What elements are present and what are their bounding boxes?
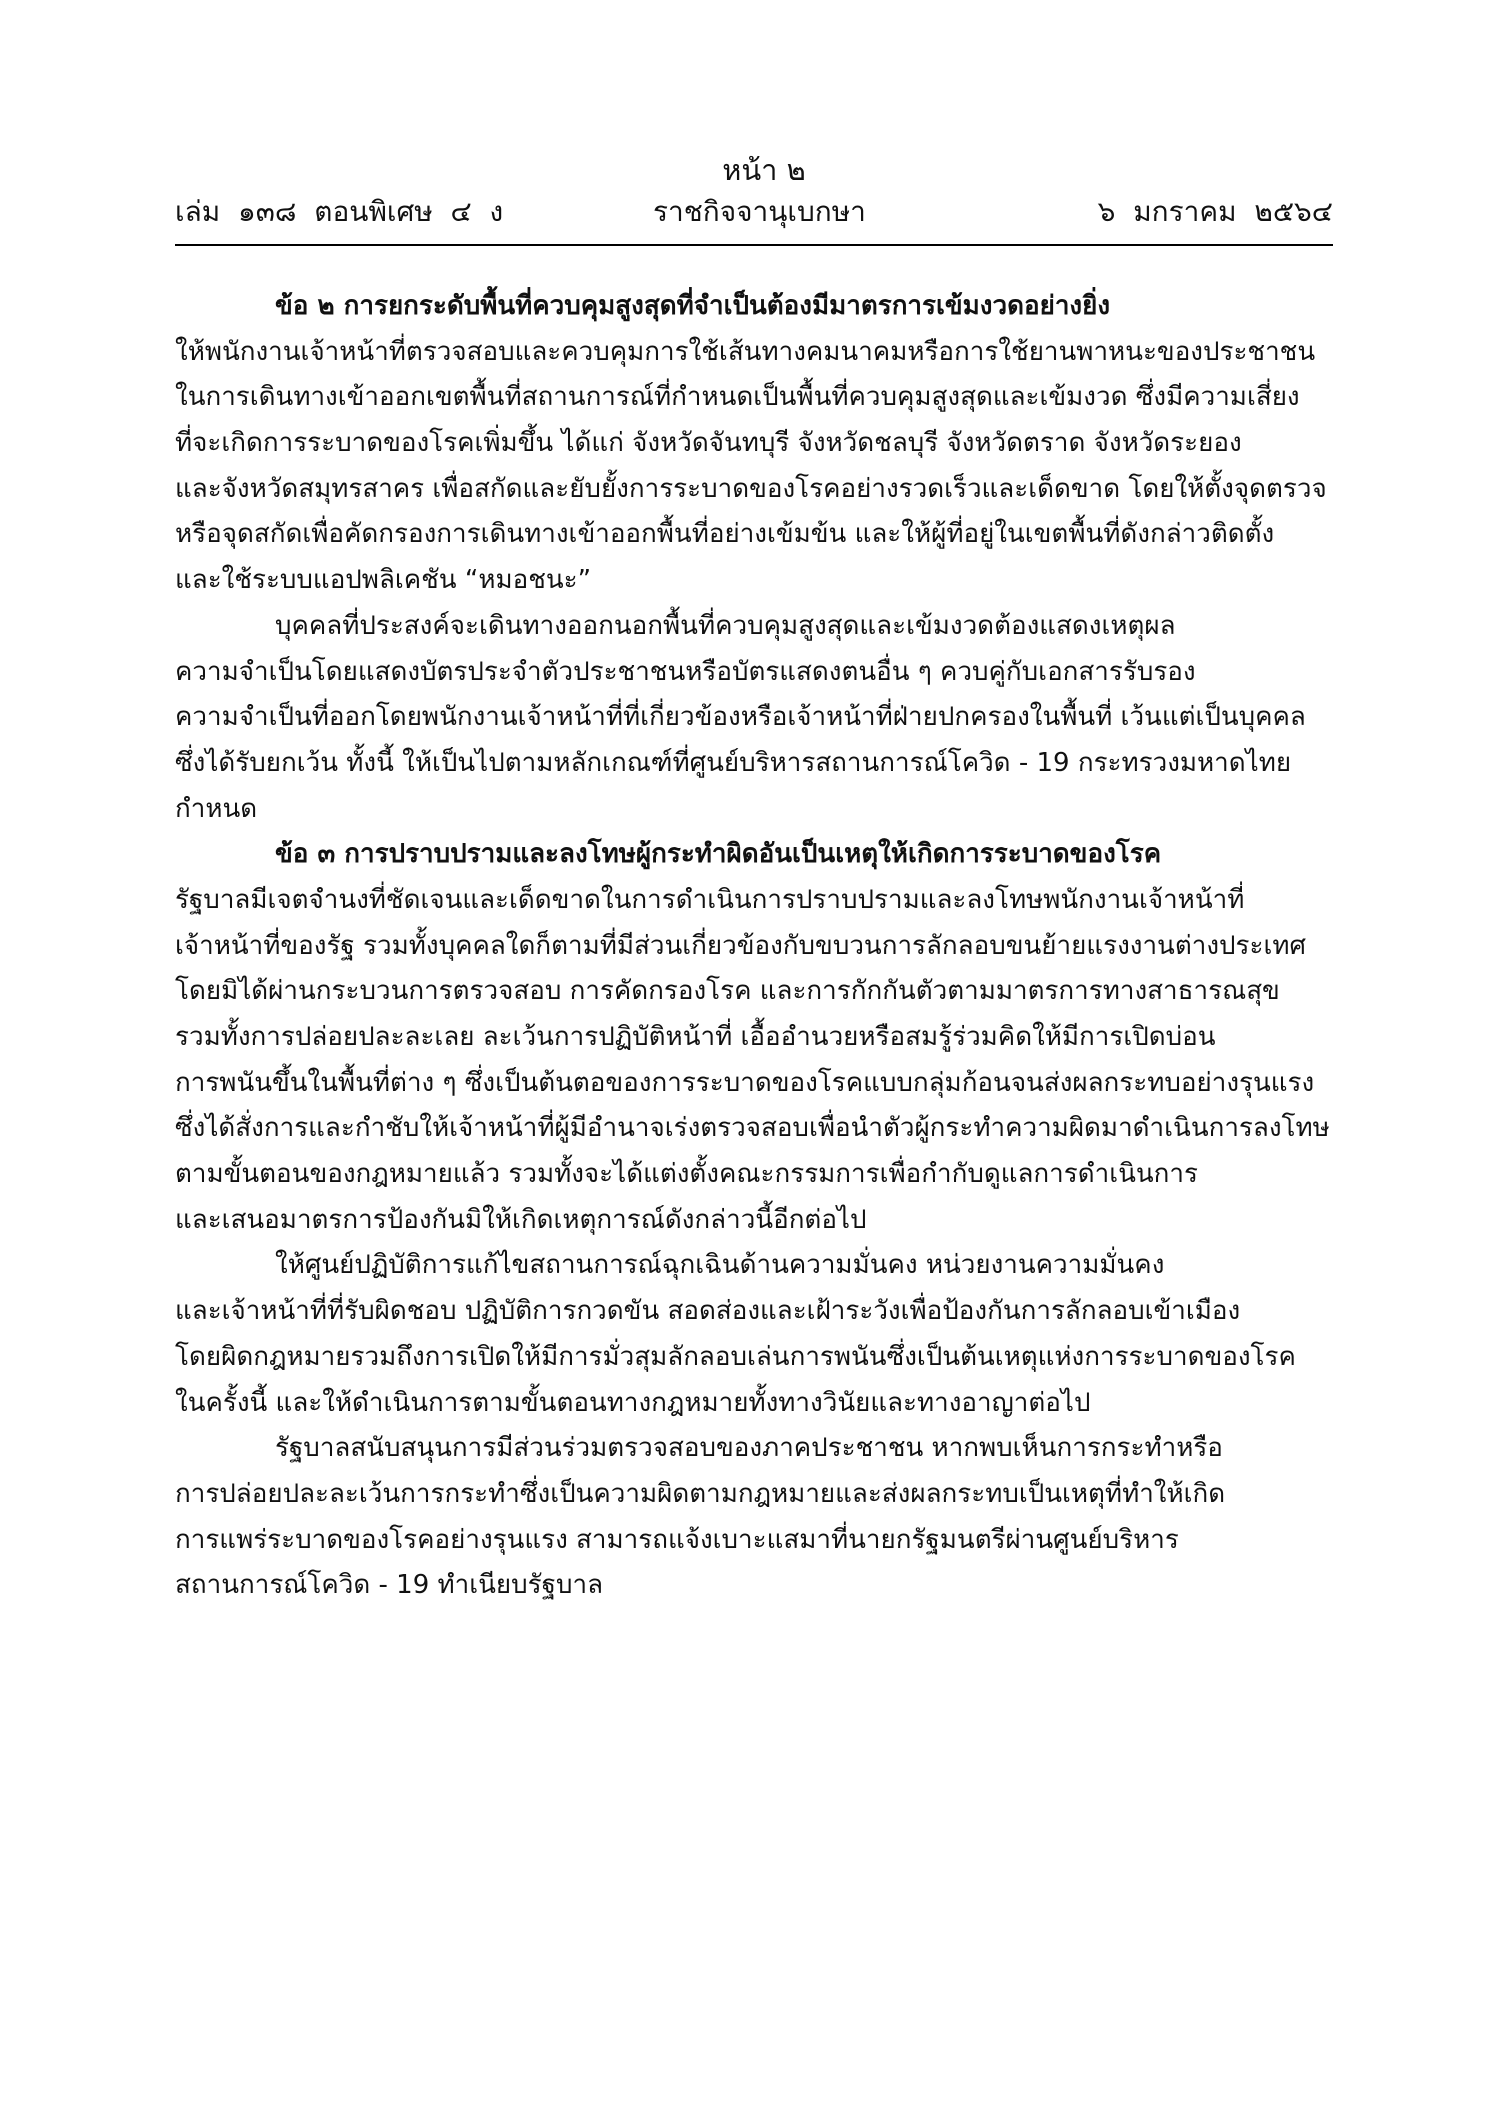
text-line: การปล่อยปละละเว้นการกระทำซึ่งเป็นความผิดตามกฎหมายและส่งผลกระทบเป็นเหตุที่ทำให้เกิด	[175, 1478, 1226, 1509]
text-line: รวมทั้งการปล่อยปละละเลย ละเว้นการปฏิบัติหน้าที่ เอื้ออำนวยหรือสมรู้ร่วมคิดให้มีการเปิดบ่อน	[175, 1022, 1216, 1052]
text-line: ความจำเป็นโดยแสดงบัตรประจำตัวประชาชนหรือบัตรแสดงตนอื่น ๆ ควบคู่กับเอกสารรับรอง	[175, 656, 1196, 687]
text-line: และเจ้าหน้าที่ที่รับผิดชอบ ปฏิบัติการกวดขัน สอดส่องและเฝ้าระวังเพื่อป้องกันการลักลอบเข้าเมือง	[175, 1296, 1241, 1327]
text-line: และเสนอมาตรการป้องกันมิให้เกิดเหตุการณ์ดังกล่าวนี้อีกต่อไป	[175, 1204, 867, 1235]
text-line: เจ้าหน้าที่ของรัฐ รวมทั้งบุคคลใดก็ตามที่มีส่วนเกี่ยวข้องกับขบวนการลักลอบขนย้ายแรงงานต่างประเทศ	[175, 930, 1306, 961]
publication-date: ๖ มกราคม ๒๕๖๔	[1097, 195, 1333, 228]
text-line: ความจำเป็นที่ออกโดยพนักงานเจ้าหน้าที่ที่เกี่ยวข้องหรือเจ้าหน้าที่ฝ่ายปกครองในพื้นที่ เว้นแต่เป็นบุคคล	[175, 702, 1306, 733]
text-line: ที่จะเกิดการระบาดของโรคเพิ่มขึ้น ได้แก่ จังหวัดจันทบุรี จังหวัดชลบุรี จังหวัดตราด จังหวัดระยอง	[175, 428, 1242, 459]
text-line: สถานการณ์โควิด - 19 ทำเนียบรัฐบาล	[175, 1570, 603, 1601]
text-line: ตามขั้นตอนของกฎหมายแล้ว รวมทั้งจะได้แต่งตั้งคณะกรรมการเพื่อกำกับดูแลการดำเนินการ	[175, 1159, 1198, 1190]
text-line: ในการเดินทางเข้าออกเขตพื้นที่สถานการณ์ที่กำหนดเป็นพื้นที่ควบคุมสูงสุดและเข้มงวด ซึ่งมีความเสี่ยง	[175, 382, 1300, 413]
text-line: ในครั้งนี้ และให้ดำเนินการตามขั้นตอนทางกฎหมายทั้งทางวินัยและทางอาญาต่อไป	[175, 1387, 1091, 1418]
section-heading-line: ข้อ ๓ การปราบปรามและลงโทษผู้กระทำผิดอันเป็นเหตุให้เกิดการระบาดของโรค	[275, 839, 1162, 870]
text-line: การพนันขึ้นในพื้นที่ต่าง ๆ ซึ่งเป็นต้นตอของการระบาดของโรคแบบกลุ่มก้อนจนส่งผลกระทบอย่างรุนแรง	[175, 1067, 1315, 1098]
header-line	[175, 190, 1333, 234]
text-line: รัฐบาลมีเจตจำนงที่ชัดเจนและเด็ดขาดในการดำเนินการปราบปรามและลงโทษพนักงานเจ้าหน้าที่	[175, 884, 1245, 915]
text-line: รัฐบาลสนับสนุนการมีส่วนร่วมตรวจสอบของภาคประชาชน หากพบเห็นการกระทำหรือ	[275, 1433, 1223, 1464]
text-line: โดยมิได้ผ่านกระบวนการตรวจสอบ การคัดกรองโรค และการกักกันตัวตามมาตรการทางสาธารณสุข	[175, 976, 1280, 1007]
section-heading-line: ข้อ ๒ การยกระดับพื้นที่ควบคุมสูงสุดที่จำเป็นต้องมีมาตรการเข้มงวดอย่างยิ่ง	[275, 291, 1111, 321]
gazette-header	[175, 150, 1333, 234]
text-line: กำหนด	[175, 793, 258, 824]
text-line: โดยผิดกฎหมายรวมถึงการเปิดให้มีการมั่วสุมลักลอบเล่นการพนันซึ่งเป็นต้นเหตุแห่งการระบาดของโรค	[175, 1341, 1296, 1372]
text-line: และใช้ระบบแอปพลิเคชัน “หมอชนะ”	[175, 565, 592, 596]
text-line: ซึ่งได้รับยกเว้น ทั้งนี้ ให้เป็นไปตามหลักเกณฑ์ที่ศูนย์บริหารสถานการณ์โควิด - 19 กระทรวงมหาดไทย	[175, 747, 1292, 778]
text-line: ซึ่งได้สั่งการและกำชับให้เจ้าหน้าที่ผู้มีอำนาจเร่งตรวจสอบเพื่อนำตัวผู้กระทำความผิดมาดำเนินการลงโทษ	[175, 1113, 1330, 1144]
text-line: บุคคลที่ประสงค์จะเดินทางออกนอกพื้นที่ควบคุมสูงสุดและเข้มงวดต้องแสดงเหตุผล	[275, 610, 1176, 641]
text-line: การแพร่ระบาดของโรคอย่างรุนแรง สามารถแจ้งเบาะแสมาที่นายกรัฐมนตรีผ่านศูนย์บริหาร	[175, 1524, 1179, 1555]
header-rule	[175, 244, 1333, 246]
text-line: ให้พนักงานเจ้าหน้าที่ตรวจสอบและควบคุมการใช้เส้นทางคมนาคมหรือการใช้ยานพาหนะของประชาชน	[175, 336, 1316, 367]
page-number: หน้า ๒	[722, 153, 806, 187]
text-line: หรือจุดสกัดเพื่อคัดกรองการเดินทางเข้าออกพื้นที่อย่างเข้มข้น และให้ผู้ที่อยู่ในเขตพื้นที่ดังกล่าวติดตั้ง	[175, 519, 1275, 550]
text-line: และจังหวัดสมุทรสาคร เพื่อสกัดและยับยั้งการระบาดของโรคอย่างรวดเร็วและเด็ดขาด โดยให้ตั้งจุดตรวจ	[175, 473, 1327, 504]
text-line: ให้ศูนย์ปฏิบัติการแก้ไขสถานการณ์ฉุกเฉินด้านความมั่นคง หน่วยงานความมั่นคง	[275, 1250, 1165, 1281]
volume-issue: เล่ม ๑๓๘ ตอนพิเศษ ๔ ง	[175, 195, 504, 228]
document-body	[175, 284, 1333, 1609]
gazette-title: ราชกิจจานุเบกษา	[653, 195, 866, 228]
